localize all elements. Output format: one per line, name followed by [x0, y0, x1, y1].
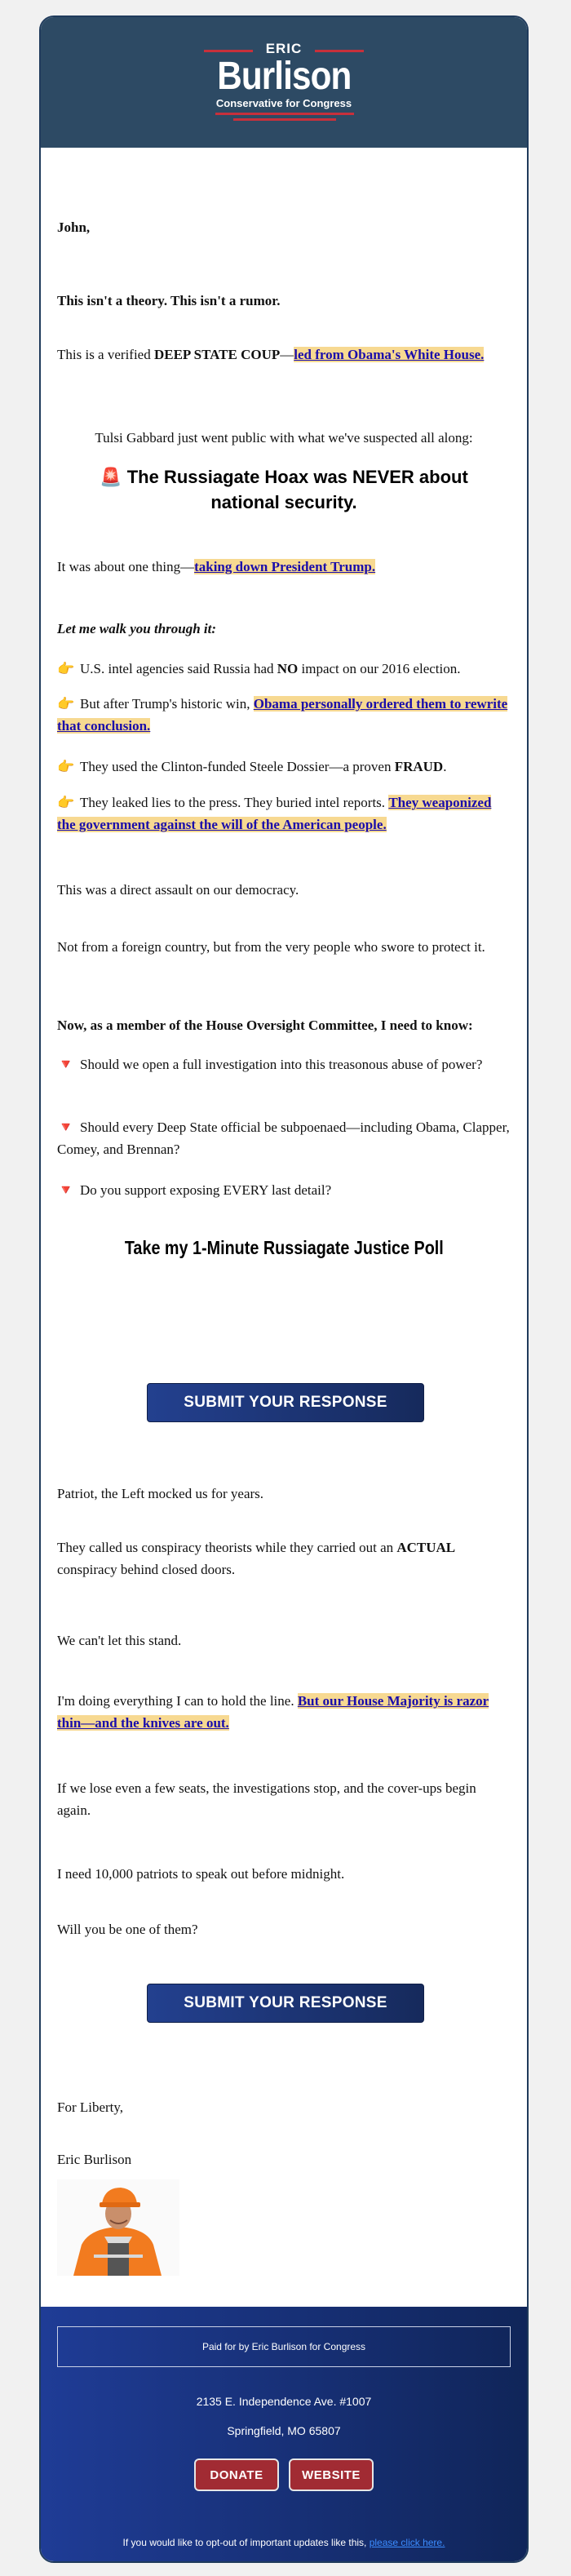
trump-link[interactable]: taking down President Trump. [194, 559, 376, 574]
pointing-hand-icon: 👉 [57, 759, 75, 774]
majority-link[interactable]: But our House Majority is razor thin—and the knives are out. [57, 1693, 489, 1731]
paid-for-disclaimer: Paid for by Eric Burlison for Congress [57, 2326, 511, 2367]
bullet-item [57, 756, 511, 778]
lose-seats-line: If we lose even a few seats, the investigations stop, and the cover-ups begin again. [57, 1780, 476, 1818]
logo-stripe [315, 50, 364, 52]
obama-ordered-link[interactable]: Obama personally ordered them to rewrite that conclusion. [57, 696, 508, 734]
address-line-2: Springfield, MO 65807 [227, 2424, 341, 2437]
bullet-text: They used the Clinton-funded Steele Dossier—a proven [80, 759, 395, 774]
bullet-text: But after Trump's historic win, [80, 696, 254, 712]
pointing-hand-icon: 👉 [57, 795, 75, 810]
pointing-hand-icon: 👉 [57, 661, 75, 676]
signoff: For Liberty, [57, 2099, 124, 2115]
stand-line: We can't let this stand. [57, 1633, 182, 1648]
submit-response-button-2[interactable]: SUBMIT YOUR RESPONSE [147, 1984, 424, 2023]
siren-icon: 🚨 [100, 467, 127, 487]
bullet-emphasis: NO [277, 661, 299, 676]
logo-stripe [233, 118, 336, 121]
white-house-link[interactable]: led from Obama's White House. [294, 347, 485, 362]
gabbard-line: Tulsi Gabbard just went public with what we've suspected all along: [95, 430, 473, 446]
bullet-text: They leaked lies to the press. They buried intel reports. [80, 795, 389, 810]
conspiracy-text: They called us conspiracy theorists while they carried out an [57, 1540, 397, 1555]
campaign-logo [41, 42, 527, 110]
trump-text: It was about one thing— [57, 559, 195, 574]
opt-out-line [41, 2537, 527, 2548]
website-button[interactable]: WEBSITE [289, 2459, 374, 2491]
poll-title: Take my 1-Minute Russiagate Justice Poll [124, 1237, 444, 1258]
opt-out-text: If you would like to opt-out of important updates like this, [122, 2537, 370, 2548]
logo-tagline: Conservative for Congress [215, 97, 352, 109]
bullet-item [57, 658, 511, 680]
walk-through-heading: Let me walk you through it: [57, 621, 217, 636]
email-footer [41, 2307, 527, 2563]
conspiracy-paragraph [57, 1536, 511, 1581]
coup-text: This is a verified [57, 347, 154, 362]
logo-stripe [215, 113, 354, 115]
red-triangle-icon: 🔻 [57, 1182, 75, 1198]
conspiracy-text: conspiracy behind closed doors. [57, 1562, 236, 1577]
foreign-line: Not from a foreign country, but from the very people who swore to protect it. [57, 939, 485, 955]
signature-name: Eric Burlison [57, 2152, 132, 2167]
conspiracy-emphasis: ACTUAL [396, 1540, 456, 1555]
question-text: Should we open a full investigation into this treasonous abuse of power? [80, 1057, 483, 1072]
weaponized-link[interactable]: They weaponized the government against the will of the American people. [57, 795, 492, 832]
question-item [57, 1116, 511, 1160]
question-item [57, 1179, 511, 1201]
bullet-text: impact on our 2016 election. [298, 661, 461, 676]
coup-paragraph [57, 344, 511, 366]
bullet-text: U.S. intel agencies said Russia had [80, 661, 277, 676]
donate-button[interactable]: DONATE [194, 2459, 279, 2491]
bullet-text: . [443, 759, 447, 774]
red-triangle-icon: 🔻 [57, 1057, 75, 1072]
question-text: Should every Deep State official be subpoenaed—including Obama, Clapper, Comey, and Brennan? [57, 1120, 510, 1157]
bullet-item [57, 791, 511, 836]
address-line-1: 2135 E. Independence Ave. #1007 [196, 2395, 372, 2408]
greeting: John, [57, 219, 91, 235]
candidate-photo-illustration [57, 2179, 179, 2276]
question-item [57, 1053, 511, 1075]
assault-line: This was a direct assault on our democracy. [57, 882, 299, 898]
patriots-line: I need 10,000 patriots to speak out before midnight. [57, 1866, 345, 1882]
bullet-item [57, 693, 511, 737]
red-triangle-icon: 🔻 [57, 1120, 75, 1135]
headline-text: The Russiagate Hoax was NEVER about national security. [126, 467, 468, 512]
will-you-line: Will you be one of them? [57, 1922, 198, 1937]
coup-emphasis: DEEP STATE COUP [153, 347, 281, 362]
logo-first-name: ERIC [265, 41, 303, 56]
email-card [39, 16, 529, 2563]
candidate-photo [57, 2179, 179, 2276]
bullet-emphasis: FRAUD [394, 759, 444, 774]
opt-out-link[interactable]: please click here. [369, 2537, 445, 2548]
trump-paragraph [57, 556, 511, 578]
majority-paragraph [57, 1690, 511, 1734]
email-header [41, 17, 527, 148]
oversight-line: Now, as a member of the House Oversight Committee, I need to know: [57, 1018, 473, 1033]
mocked-line: Patriot, the Left mocked us for years. [57, 1486, 264, 1501]
poll-title-wrap [57, 1237, 511, 1261]
intro-line: This isn't a theory. This isn't a rumor. [57, 293, 281, 308]
logo-stripe [204, 50, 253, 52]
logo-last-name: Burlison [216, 55, 352, 98]
majority-text: I'm doing everything I can to hold the line. [57, 1693, 298, 1709]
question-text: Do you support exposing EVERY last detail? [80, 1182, 332, 1198]
submit-response-button[interactable]: SUBMIT YOUR RESPONSE [147, 1383, 424, 1422]
pointing-hand-icon: 👉 [57, 696, 75, 712]
dash: — [280, 347, 294, 362]
headline [72, 464, 496, 515]
